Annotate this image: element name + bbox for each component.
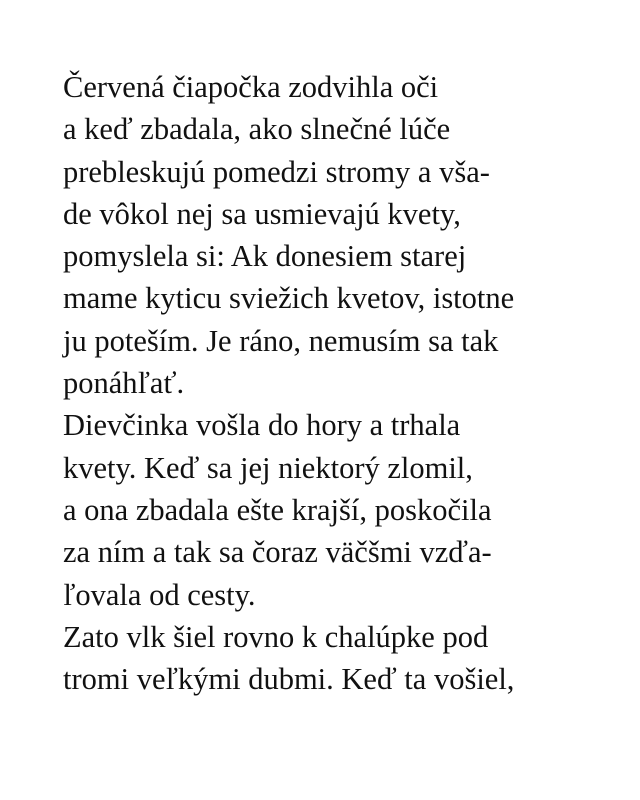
text-line: za ním a tak sa čoraz väčšmi vzďa- <box>63 535 492 570</box>
text-line: Dievčinka vošla do hory a trhala <box>63 408 461 443</box>
text-line: mame kyticu sviežich kvetov, istotne <box>63 281 515 316</box>
text-line: a ona zbadala ešte krajší, poskočila <box>63 492 492 527</box>
text-line: Zato vlk šiel rovno k chalúpke pod <box>63 619 489 654</box>
text-line: kvety. Keď sa jej niektorý zlomil, <box>63 450 473 485</box>
story-text <box>63 66 633 700</box>
text-line: Červená čiapočka zodvihla oči <box>63 70 439 104</box>
text-line: prebleskujú pomedzi stromy a vša- <box>63 154 490 189</box>
text-line: tromi veľkými dubmi. Keď ta vošiel, <box>63 662 515 697</box>
text-line: ľovala od cesty. <box>63 577 256 612</box>
text-line: de vôkol nej sa usmievajú kvety, <box>63 196 461 231</box>
text-line: ju poteším. Je ráno, nemusím sa tak <box>63 323 499 358</box>
text-line: a keď zbadala, ako slnečné lúče <box>63 112 451 147</box>
text-line: pomyslela si: Ak donesiem starej <box>63 239 467 274</box>
text-line: ponáhľať. <box>63 366 185 401</box>
